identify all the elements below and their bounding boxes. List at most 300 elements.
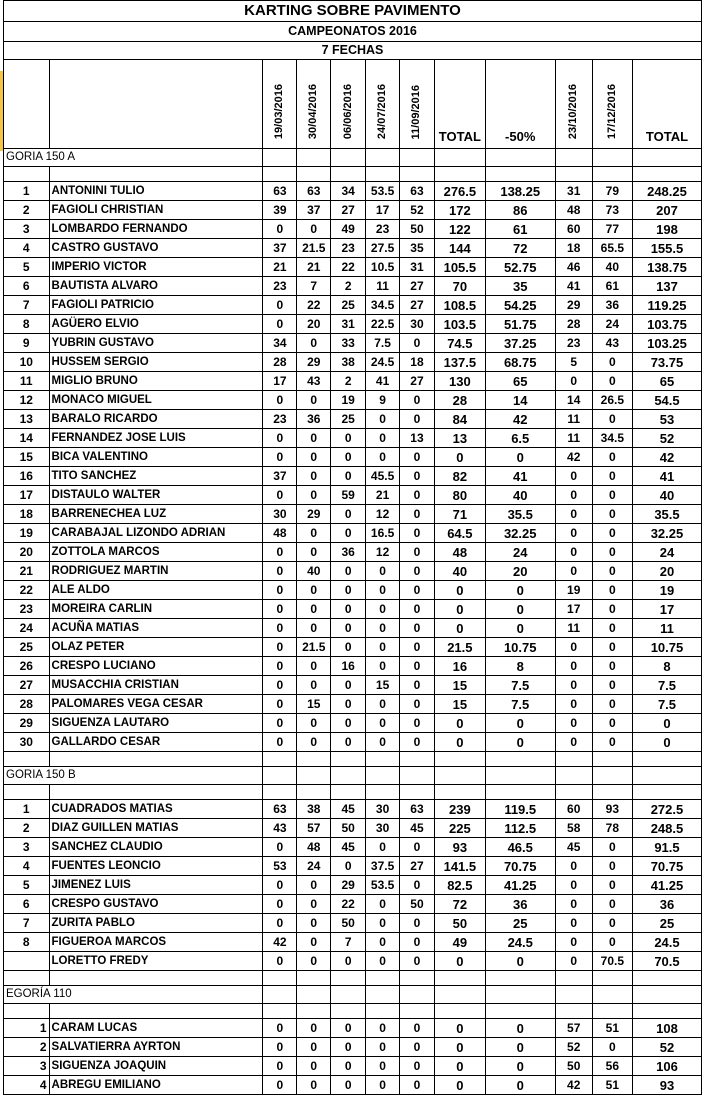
- score-cell: 0: [366, 733, 400, 752]
- table-row: [4, 895, 702, 914]
- score-cell: 57: [297, 819, 331, 838]
- position-cell: 16: [4, 467, 50, 486]
- position-cell: 3: [4, 838, 50, 857]
- score-cell: 0: [400, 1076, 435, 1095]
- final-total-cell: 248.25: [632, 182, 701, 201]
- blank-cell: [632, 767, 701, 785]
- score-cell: 60: [555, 220, 592, 239]
- score-cell: 63: [297, 182, 331, 201]
- score-cell: 58: [555, 819, 592, 838]
- blank-cell: [331, 752, 366, 767]
- final-total-cell: 53: [632, 410, 701, 429]
- score-cell: 0: [400, 334, 435, 353]
- total-cell: 0: [434, 733, 485, 752]
- total-cell: 13: [434, 429, 485, 448]
- half-cell: 0: [485, 1076, 555, 1095]
- score-cell: 0: [331, 505, 366, 524]
- final-total-cell: 103.25: [632, 334, 701, 353]
- half-cell: 0: [485, 733, 555, 752]
- table-row: [4, 467, 702, 486]
- score-cell: 0: [297, 543, 331, 562]
- blank-cell: [331, 1004, 366, 1019]
- score-cell: 23: [555, 334, 592, 353]
- blank-cell: [263, 149, 297, 167]
- final-total-cell: 11: [632, 619, 701, 638]
- blank-cell: [555, 986, 592, 1004]
- score-cell: 0: [555, 372, 592, 391]
- score-cell: 0: [592, 638, 632, 657]
- driver-name: CARABAJAL LIZONDO ADRIAN: [49, 524, 263, 543]
- total-cell: 48: [434, 543, 485, 562]
- score-cell: 0: [592, 600, 632, 619]
- total-cell: 72: [434, 895, 485, 914]
- table-row: [4, 429, 702, 448]
- position-cell: [4, 952, 50, 971]
- driver-name: MOREIRA CARLIN: [49, 600, 263, 619]
- score-cell: 0: [592, 543, 632, 562]
- position-cell: 1: [4, 182, 50, 201]
- blank-cell: [49, 785, 263, 800]
- blank-cell: [297, 149, 331, 167]
- score-cell: 23: [263, 277, 297, 296]
- blank-cell: [555, 785, 592, 800]
- score-cell: 28: [263, 353, 297, 372]
- score-cell: 0: [263, 676, 297, 695]
- score-cell: 50: [400, 220, 435, 239]
- final-total-cell: 10.75: [632, 638, 701, 657]
- score-cell: 0: [263, 619, 297, 638]
- half-cell: 0: [485, 619, 555, 638]
- score-cell: 38: [297, 800, 331, 819]
- score-cell: 17: [263, 372, 297, 391]
- score-cell: 0: [400, 505, 435, 524]
- score-cell: 19: [555, 581, 592, 600]
- score-cell: 0: [400, 543, 435, 562]
- final-total-cell: 65: [632, 372, 701, 391]
- score-cell: 0: [297, 876, 331, 895]
- half-cell: 40: [485, 486, 555, 505]
- table-row: [4, 819, 702, 838]
- final-total-cell: 119.25: [632, 296, 701, 315]
- score-cell: 0: [366, 581, 400, 600]
- position-cell: 4: [4, 239, 50, 258]
- score-cell: 22: [297, 296, 331, 315]
- score-cell: 0: [297, 676, 331, 695]
- score-cell: 0: [297, 486, 331, 505]
- score-cell: 45: [555, 838, 592, 857]
- total-cell: 80: [434, 486, 485, 505]
- score-cell: 0: [263, 895, 297, 914]
- score-cell: 30: [366, 800, 400, 819]
- driver-name: ZURITA PABLO: [49, 914, 263, 933]
- blank-cell: [592, 167, 632, 182]
- category-name: GORIA 150 A: [4, 149, 263, 167]
- score-cell: 42: [555, 1076, 592, 1095]
- final-total-cell: 106: [632, 1057, 701, 1076]
- driver-name: MIGLIO BRUNO: [49, 372, 263, 391]
- total-cell: 0: [434, 1057, 485, 1076]
- score-cell: 22: [331, 258, 366, 277]
- score-cell: 0: [366, 914, 400, 933]
- total-cell: 93: [434, 838, 485, 857]
- score-cell: 0: [263, 486, 297, 505]
- score-cell: 0: [263, 914, 297, 933]
- score-cell: 0: [400, 448, 435, 467]
- blank-cell: [592, 986, 632, 1004]
- date-header: [400, 60, 435, 149]
- blank-cell: [485, 1004, 555, 1019]
- score-cell: 16: [331, 657, 366, 676]
- score-cell: 50: [331, 914, 366, 933]
- score-cell: 0: [366, 895, 400, 914]
- half-cell: 7.5: [485, 695, 555, 714]
- score-cell: 0: [592, 372, 632, 391]
- blank-cell: [366, 767, 400, 785]
- score-cell: 7: [297, 277, 331, 296]
- score-cell: 33: [331, 334, 366, 353]
- table-row: [4, 524, 702, 543]
- blank-cell: [366, 986, 400, 1004]
- table-row: [4, 619, 702, 638]
- score-cell: 65.5: [592, 239, 632, 258]
- score-cell: 0: [297, 1019, 331, 1038]
- half-cell: 6.5: [485, 429, 555, 448]
- position-cell: 1: [4, 1019, 50, 1038]
- blank-cell: [331, 971, 366, 986]
- driver-name: FUENTES LEONCIO: [49, 857, 263, 876]
- half-cell: 52.75: [485, 258, 555, 277]
- score-cell: 0: [592, 524, 632, 543]
- fechas-label: 7 FECHAS: [4, 42, 702, 60]
- total-cell: 0: [434, 714, 485, 733]
- driver-name: FERNANDEZ JOSE LUIS: [49, 429, 263, 448]
- sheet-title: KARTING SOBRE PAVIMENTO: [4, 1, 702, 22]
- score-cell: 0: [555, 467, 592, 486]
- score-cell: 22.5: [366, 315, 400, 334]
- table-row: [4, 201, 702, 220]
- score-cell: 0: [297, 524, 331, 543]
- half-cell: 14: [485, 391, 555, 410]
- score-cell: 0: [263, 876, 297, 895]
- blank-cell: [263, 971, 297, 986]
- score-cell: 0: [555, 876, 592, 895]
- score-cell: 25: [331, 410, 366, 429]
- total-cell: 82.5: [434, 876, 485, 895]
- score-cell: 0: [297, 334, 331, 353]
- total-cell: 15: [434, 676, 485, 695]
- blank-cell: [4, 1004, 50, 1019]
- score-cell: 0: [297, 467, 331, 486]
- table-row: [4, 277, 702, 296]
- blank-cell: [555, 167, 592, 182]
- score-cell: 0: [400, 524, 435, 543]
- score-cell: 21: [366, 486, 400, 505]
- date-label: 19/03/2016: [273, 83, 286, 139]
- score-cell: 40: [592, 258, 632, 277]
- total-cell: 0: [434, 1019, 485, 1038]
- position-cell: 9: [4, 334, 50, 353]
- score-cell: 0: [297, 1076, 331, 1095]
- position-cell: 15: [4, 448, 50, 467]
- half-cell: 54.25: [485, 296, 555, 315]
- score-cell: 0: [400, 1057, 435, 1076]
- table-row: [4, 543, 702, 562]
- final-total-cell: 25: [632, 914, 701, 933]
- final-total-cell: 103.75: [632, 315, 701, 334]
- position-cell: 11: [4, 372, 50, 391]
- score-cell: 0: [331, 429, 366, 448]
- score-cell: 0: [400, 638, 435, 657]
- driver-name: AGÜERO ELVIO: [49, 315, 263, 334]
- score-cell: 29: [555, 296, 592, 315]
- score-cell: 0: [366, 952, 400, 971]
- blank-cell: [632, 167, 701, 182]
- blank-cell: [434, 149, 485, 167]
- final-total-cell: 17: [632, 600, 701, 619]
- score-cell: 73: [592, 201, 632, 220]
- half-cell: 37.25: [485, 334, 555, 353]
- total-cell: 0: [434, 1076, 485, 1095]
- score-cell: 0: [263, 638, 297, 657]
- score-cell: 0: [400, 486, 435, 505]
- standings-table: [3, 0, 702, 1095]
- blank-cell: [592, 149, 632, 167]
- score-cell: 0: [555, 505, 592, 524]
- date-label: 30/04/2016: [307, 83, 320, 139]
- total-cell: 16: [434, 657, 485, 676]
- half-cell: 119.5: [485, 800, 555, 819]
- score-cell: 24: [592, 315, 632, 334]
- position-cell: 20: [4, 543, 50, 562]
- position-cell: 25: [4, 638, 50, 657]
- score-cell: 0: [331, 857, 366, 876]
- score-cell: 40: [297, 562, 331, 581]
- half-cell: 65: [485, 372, 555, 391]
- score-cell: 0: [331, 695, 366, 714]
- total-cell: 137.5: [434, 353, 485, 372]
- total-cell: 144: [434, 239, 485, 258]
- score-cell: 0: [555, 695, 592, 714]
- position-cell: 8: [4, 315, 50, 334]
- score-cell: 0: [263, 1057, 297, 1076]
- blank-cell: [297, 167, 331, 182]
- driver-name: CASTRO GUSTAVO: [49, 239, 263, 258]
- score-cell: 0: [555, 524, 592, 543]
- position-cell: 22: [4, 581, 50, 600]
- score-cell: 49: [331, 220, 366, 239]
- score-cell: 0: [592, 857, 632, 876]
- position-cell: 2: [4, 1038, 50, 1057]
- driver-name: MONACO MIGUEL: [49, 391, 263, 410]
- blank-cell: [485, 971, 555, 986]
- score-cell: 53: [263, 857, 297, 876]
- score-cell: 50: [555, 1057, 592, 1076]
- column-header-row: [4, 60, 702, 149]
- score-cell: 0: [555, 933, 592, 952]
- score-cell: 0: [400, 410, 435, 429]
- score-cell: 0: [331, 524, 366, 543]
- score-cell: 0: [263, 315, 297, 334]
- score-cell: 12: [366, 543, 400, 562]
- blank-cell: [4, 971, 50, 986]
- score-cell: 0: [400, 838, 435, 857]
- driver-name: FAGIOLI PATRICIO: [49, 296, 263, 315]
- blank-cell: [592, 1004, 632, 1019]
- final-total-cell: 41.25: [632, 876, 701, 895]
- score-cell: 78: [592, 819, 632, 838]
- blank-cell: [434, 167, 485, 182]
- score-cell: 50: [400, 895, 435, 914]
- score-cell: 0: [366, 562, 400, 581]
- total-cell: 70: [434, 277, 485, 296]
- score-cell: 0: [366, 657, 400, 676]
- score-cell: 28: [555, 315, 592, 334]
- score-cell: 0: [400, 676, 435, 695]
- score-cell: 46: [555, 258, 592, 277]
- half-cell: 35.5: [485, 505, 555, 524]
- score-cell: 0: [400, 581, 435, 600]
- score-cell: 70.5: [592, 952, 632, 971]
- position-cell: 4: [4, 857, 50, 876]
- score-cell: 26.5: [592, 391, 632, 410]
- score-cell: 24.5: [366, 353, 400, 372]
- total-cell: 15: [434, 695, 485, 714]
- score-cell: 0: [592, 619, 632, 638]
- driver-name: DISTAULO WALTER: [49, 486, 263, 505]
- score-cell: 7: [331, 933, 366, 952]
- final-total-cell: 24.5: [632, 933, 701, 952]
- driver-name: GALLARDO CESAR: [49, 733, 263, 752]
- table-row: [4, 258, 702, 277]
- blank-cell: [49, 971, 263, 986]
- driver-name: BARALO RICARDO: [49, 410, 263, 429]
- score-cell: 18: [555, 239, 592, 258]
- date-header: [297, 60, 331, 149]
- table-row: [4, 914, 702, 933]
- score-cell: 93: [592, 800, 632, 819]
- score-cell: 19: [331, 391, 366, 410]
- driver-name: SIGUENZA JOAQUIN: [49, 1057, 263, 1076]
- driver-name: BAUTISTA ALVARO: [49, 277, 263, 296]
- score-cell: 0: [331, 1038, 366, 1057]
- half-cell: 25: [485, 914, 555, 933]
- position-cell: 10: [4, 353, 50, 372]
- score-cell: 0: [331, 1019, 366, 1038]
- blank-cell: [592, 971, 632, 986]
- score-cell: 0: [263, 1076, 297, 1095]
- score-cell: 0: [331, 619, 366, 638]
- score-cell: 0: [400, 1038, 435, 1057]
- score-cell: 52: [400, 201, 435, 220]
- blank-cell: [4, 167, 50, 182]
- table-row: [4, 391, 702, 410]
- position-cell: 7: [4, 296, 50, 315]
- score-cell: 0: [297, 600, 331, 619]
- score-cell: 23: [366, 220, 400, 239]
- table-row: [4, 353, 702, 372]
- blank-cell: [555, 971, 592, 986]
- score-cell: 0: [400, 562, 435, 581]
- score-cell: 0: [592, 410, 632, 429]
- score-cell: 0: [555, 952, 592, 971]
- blank-cell: [485, 752, 555, 767]
- final-total-cell: 138.75: [632, 258, 701, 277]
- blank-cell: [297, 752, 331, 767]
- score-cell: 0: [366, 1019, 400, 1038]
- score-cell: 11: [366, 277, 400, 296]
- table-row: [4, 1038, 702, 1057]
- final-total-cell: 7.5: [632, 695, 701, 714]
- score-cell: 0: [263, 733, 297, 752]
- score-cell: 25: [331, 296, 366, 315]
- score-cell: 18: [400, 353, 435, 372]
- score-cell: 23: [331, 239, 366, 258]
- driver-name: TITO SANCHEZ: [49, 467, 263, 486]
- position-cell: 6: [4, 895, 50, 914]
- score-cell: 27.5: [366, 239, 400, 258]
- table-row: [4, 695, 702, 714]
- blank-cell: [555, 767, 592, 785]
- score-cell: 0: [592, 486, 632, 505]
- blank-cell: [4, 785, 50, 800]
- table-row: [4, 1076, 702, 1095]
- score-cell: 48: [555, 201, 592, 220]
- driver-name: OLAZ PETER: [49, 638, 263, 657]
- score-cell: 0: [263, 838, 297, 857]
- blank-cell: [434, 752, 485, 767]
- final-total-cell: 40: [632, 486, 701, 505]
- total-cell: 0: [434, 448, 485, 467]
- blank-cell: [49, 167, 263, 182]
- final-total-cell: 19: [632, 581, 701, 600]
- driver-name: LOMBARDO FERNANDO: [49, 220, 263, 239]
- header-blank: [49, 60, 263, 149]
- blank-cell: [331, 149, 366, 167]
- score-cell: 0: [331, 714, 366, 733]
- position-cell: 3: [4, 1057, 50, 1076]
- half-cell: 72: [485, 239, 555, 258]
- final-total-cell: 70.75: [632, 857, 701, 876]
- half-cell: 0: [485, 600, 555, 619]
- score-cell: 0: [555, 543, 592, 562]
- blank-cell: [263, 785, 297, 800]
- score-cell: 11: [555, 429, 592, 448]
- blank-cell: [434, 971, 485, 986]
- driver-name: DIAZ GUILLEN MATIAS: [49, 819, 263, 838]
- driver-name: LORETTO FREDY: [49, 952, 263, 971]
- table-row: [4, 562, 702, 581]
- score-cell: 57: [555, 1019, 592, 1038]
- total-cell: 103.5: [434, 315, 485, 334]
- driver-name: IMPERIO VICTOR: [49, 258, 263, 277]
- score-cell: 0: [592, 695, 632, 714]
- score-cell: 59: [331, 486, 366, 505]
- half-cell: 0: [485, 952, 555, 971]
- score-cell: 0: [400, 952, 435, 971]
- blank-cell: [434, 986, 485, 1004]
- score-cell: 45.5: [366, 467, 400, 486]
- total-cell: 71: [434, 505, 485, 524]
- score-cell: 0: [400, 914, 435, 933]
- score-cell: 36: [297, 410, 331, 429]
- score-cell: 0: [592, 914, 632, 933]
- half-cell: 24.5: [485, 933, 555, 952]
- score-cell: 23: [263, 410, 297, 429]
- total-cell: 141.5: [434, 857, 485, 876]
- half-cell: 41.25: [485, 876, 555, 895]
- half-cell: 51.75: [485, 315, 555, 334]
- half-cell: 8: [485, 657, 555, 676]
